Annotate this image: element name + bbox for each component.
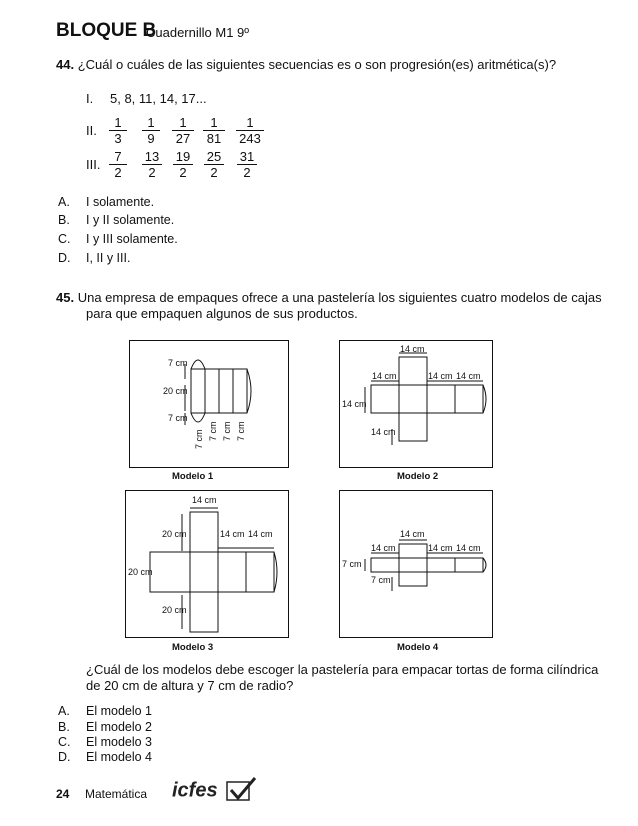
answer-option-c[interactable]: C. El modelo 3: [58, 735, 153, 749]
logo-text: icfes: [172, 779, 218, 802]
question-text: ¿Cuál o cuáles de las siguientes secuencias es o son progresión(es) aritmética(s)?: [77, 57, 557, 72]
sequence-1: 5, 8, 11, 14, 17...: [110, 91, 207, 106]
dim-label: 7 cm: [371, 575, 391, 585]
seq2-term: $\frac{1}{81}$: [203, 115, 225, 146]
model-3-caption: Modelo 3: [172, 642, 214, 653]
answer-option-b[interactable]: B. El modelo 2: [58, 720, 153, 734]
dim-label: 7 cm: [236, 421, 246, 441]
dim-label: 20 cm: [163, 386, 188, 396]
page-number: 24: [56, 787, 70, 801]
answer-option-d[interactable]: D. El modelo 4: [58, 750, 153, 764]
dim-label: 7 cm: [222, 421, 232, 441]
seq3-term: $\frac{13}{2}$: [142, 149, 162, 180]
dim-label: 7 cm: [194, 429, 204, 449]
seq3-term: $\frac{7}{2}$: [109, 149, 127, 180]
dim-label: 14 cm: [456, 543, 481, 553]
dim-label: 14 cm: [220, 529, 245, 539]
model-1-net: [130, 341, 288, 467]
seq-label-3: III.: [86, 157, 101, 172]
question-44: [56, 57, 556, 72]
model-4-figure: [339, 490, 493, 638]
question-45: [56, 290, 602, 305]
block-title: BLOQUE B: [56, 20, 157, 41]
seq-label-1: I.: [86, 91, 94, 106]
question-number: 44.: [56, 57, 75, 72]
model-3-figure: [125, 490, 289, 638]
answer-option-a[interactable]: A. El modelo 1: [58, 704, 153, 718]
dim-label: 7 cm: [168, 358, 188, 368]
dim-label: 7 cm: [342, 559, 362, 569]
model-1-caption: Modelo 1: [172, 471, 214, 482]
dim-label: 7 cm: [208, 421, 218, 441]
seq3-term: $\frac{19}{2}$: [173, 149, 193, 180]
checkmark-icon: [225, 776, 259, 802]
answer-option-d[interactable]: D. I, II y III.: [58, 251, 131, 265]
question-45-prompt-line1: ¿Cuál de los modelos debe escoger la pastelería para empacar tortas de forma cilíndrica: [86, 662, 599, 677]
dim-label: 14 cm: [428, 371, 453, 381]
dim-label: 14 cm: [400, 344, 425, 354]
dim-label: 14 cm: [192, 495, 217, 505]
model-4-net: [340, 491, 492, 637]
seq2-term: $\frac{1}{27}$: [172, 115, 194, 146]
seq3-term: $\frac{31}{2}$: [237, 149, 257, 180]
seq-label-2: II.: [86, 123, 97, 138]
subject-label: Matemática: [85, 787, 148, 801]
seq2-term: $\frac{1}{243}$: [236, 115, 264, 146]
model-1-figure: [129, 340, 289, 468]
dim-label: 14 cm: [372, 371, 397, 381]
dim-label: 7 cm: [168, 413, 188, 423]
booklet-subtitle: Cuadernillo M1 9º: [146, 25, 250, 40]
question-45-prompt-line2: de 20 cm de altura y 7 cm de radio?: [86, 678, 294, 693]
question-text-line1: Una empresa de empaques ofrece a una pastelería los siguientes cuatro modelos de cajas: [77, 290, 602, 305]
model-2-caption: Modelo 2: [397, 471, 439, 482]
model-4-caption: Modelo 4: [397, 642, 439, 653]
question-number: 45.: [56, 290, 75, 305]
seq2-term: $\frac{1}{9}$: [142, 115, 160, 146]
seq3-term: $\frac{25}{2}$: [204, 149, 224, 180]
model-3-net: [126, 491, 288, 637]
answer-option-c[interactable]: C. I y III solamente.: [58, 232, 178, 246]
icfes-logo: [172, 778, 257, 804]
dim-label: 14 cm: [456, 371, 481, 381]
question-text-line2: para que empaquen algunos de sus productos.: [86, 306, 358, 321]
dim-label: 20 cm: [128, 567, 153, 577]
dim-label: 14 cm: [342, 399, 367, 409]
seq2-term: $\frac{1}{3}$: [109, 115, 127, 146]
answer-option-a[interactable]: A. I solamente.: [58, 195, 155, 209]
answer-option-b[interactable]: B. I y II solamente.: [58, 213, 175, 227]
dim-label: 14 cm: [400, 529, 425, 539]
dim-label: 14 cm: [248, 529, 273, 539]
model-2-figure: [339, 340, 493, 468]
dim-label: 14 cm: [371, 543, 396, 553]
dim-label: 20 cm: [162, 529, 187, 539]
dim-label: 20 cm: [162, 605, 187, 615]
dim-label: 14 cm: [428, 543, 453, 553]
dim-label: 14 cm: [371, 427, 396, 437]
